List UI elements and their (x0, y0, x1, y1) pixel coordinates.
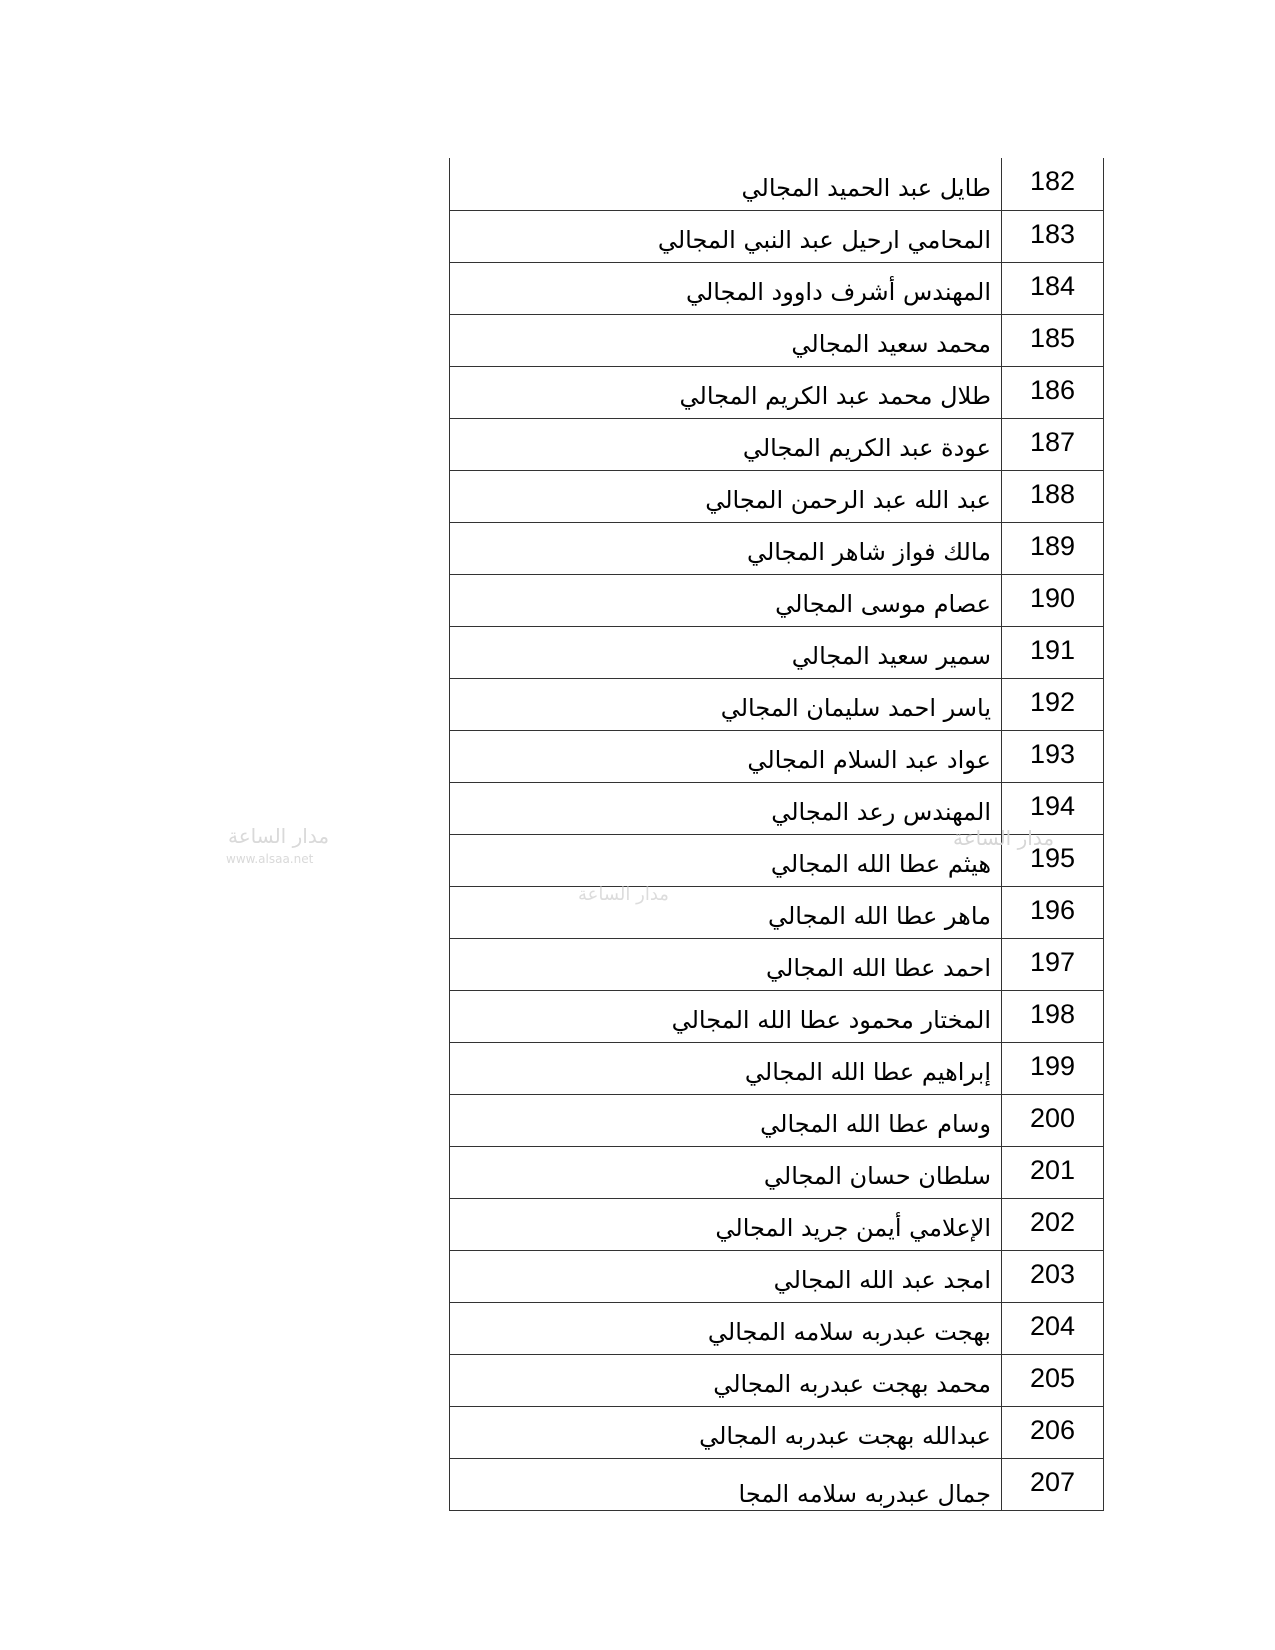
table-row (450, 314, 1104, 366)
table-row (450, 678, 1104, 730)
number-cell: 184 (1002, 262, 1104, 314)
name-cell: هيثم عطا الله المجالي (450, 834, 1002, 886)
table-row (450, 1146, 1104, 1198)
names-table-body (450, 158, 1104, 1510)
table-row (450, 1042, 1104, 1094)
name-cell: طلال محمد عبد الكريم المجالي (450, 366, 1002, 418)
name-cell: المختار محمود عطا الله المجالي (450, 990, 1002, 1042)
number-cell: 188 (1002, 470, 1104, 522)
table-row (450, 938, 1104, 990)
number-cell: 201 (1002, 1146, 1104, 1198)
number-cell: 205 (1002, 1354, 1104, 1406)
number-cell: 199 (1002, 1042, 1104, 1094)
number-cell: 196 (1002, 886, 1104, 938)
table-row (450, 574, 1104, 626)
table-row (450, 834, 1104, 886)
table-row (450, 210, 1104, 262)
table-row (450, 522, 1104, 574)
number-cell: 207 (1002, 1458, 1104, 1510)
number-cell: 204 (1002, 1302, 1104, 1354)
name-cell: عصام موسى المجالي (450, 574, 1002, 626)
name-cell: المهندس أشرف داوود المجالي (450, 262, 1002, 314)
name-cell: امجد عبد الله المجالي (450, 1250, 1002, 1302)
table-row (450, 418, 1104, 470)
number-cell: 195 (1002, 834, 1104, 886)
name-cell: محمد بهجت عبدربه المجالي (450, 1354, 1002, 1406)
table-row (450, 1458, 1104, 1510)
table-row (450, 470, 1104, 522)
number-cell: 186 (1002, 366, 1104, 418)
number-cell: 206 (1002, 1406, 1104, 1458)
name-cell: احمد عطا الله المجالي (450, 938, 1002, 990)
name-cell: المحامي ارحيل عبد النبي المجالي (450, 210, 1002, 262)
table-row (450, 158, 1104, 210)
number-cell: 187 (1002, 418, 1104, 470)
watermark-logo-right: مدار الساعة (953, 826, 1055, 850)
table-row (450, 782, 1104, 834)
number-cell: 191 (1002, 626, 1104, 678)
table-row (450, 990, 1104, 1042)
watermark-url-left: www.alsaa.net (226, 852, 314, 866)
table-row (450, 1354, 1104, 1406)
watermark-logo-left: مدار الساعة (228, 824, 330, 848)
table-row (450, 886, 1104, 938)
name-cell: عواد عبد السلام المجالي (450, 730, 1002, 782)
table-row (450, 1250, 1104, 1302)
name-cell: طايل عبد الحميد المجالي (450, 158, 1002, 210)
number-cell: 203 (1002, 1250, 1104, 1302)
name-cell: عودة عبد الكريم المجالي (450, 418, 1002, 470)
name-cell: وسام عطا الله المجالي (450, 1094, 1002, 1146)
table-row (450, 262, 1104, 314)
table-row (450, 1198, 1104, 1250)
number-cell: 198 (1002, 990, 1104, 1042)
name-cell: عبدالله بهجت عبدربه المجالي (450, 1406, 1002, 1458)
name-cell: ماهر عطا الله المجالي (450, 886, 1002, 938)
name-cell: جمال عبدربه سلامه المجا (450, 1458, 1002, 1510)
number-cell: 192 (1002, 678, 1104, 730)
number-cell: 194 (1002, 782, 1104, 834)
table-row (450, 1302, 1104, 1354)
name-cell: سلطان حسان المجالي (450, 1146, 1002, 1198)
name-cell: ياسر احمد سليمان المجالي (450, 678, 1002, 730)
number-cell: 185 (1002, 314, 1104, 366)
table-row (450, 366, 1104, 418)
name-cell: سمير سعيد المجالي (450, 626, 1002, 678)
names-table (449, 158, 1104, 1511)
name-cell: عبد الله عبد الرحمن المجالي (450, 470, 1002, 522)
number-cell: 202 (1002, 1198, 1104, 1250)
name-cell: مالك فواز شاهر المجالي (450, 522, 1002, 574)
table-row (450, 1406, 1104, 1458)
number-cell: 197 (1002, 938, 1104, 990)
number-cell: 200 (1002, 1094, 1104, 1146)
watermark-center: مدار الساعة (578, 884, 669, 905)
table-row (450, 626, 1104, 678)
name-cell: بهجت عبدربه سلامه المجالي (450, 1302, 1002, 1354)
number-cell: 183 (1002, 210, 1104, 262)
number-cell: 193 (1002, 730, 1104, 782)
number-cell: 189 (1002, 522, 1104, 574)
number-cell: 182 (1002, 158, 1104, 210)
name-cell: إبراهيم عطا الله المجالي (450, 1042, 1002, 1094)
name-cell: المهندس رعد المجالي (450, 782, 1002, 834)
name-cell: محمد سعيد المجالي (450, 314, 1002, 366)
table-row (450, 1094, 1104, 1146)
number-cell: 190 (1002, 574, 1104, 626)
name-cell: الإعلامي أيمن جريد المجالي (450, 1198, 1002, 1250)
table-row (450, 730, 1104, 782)
